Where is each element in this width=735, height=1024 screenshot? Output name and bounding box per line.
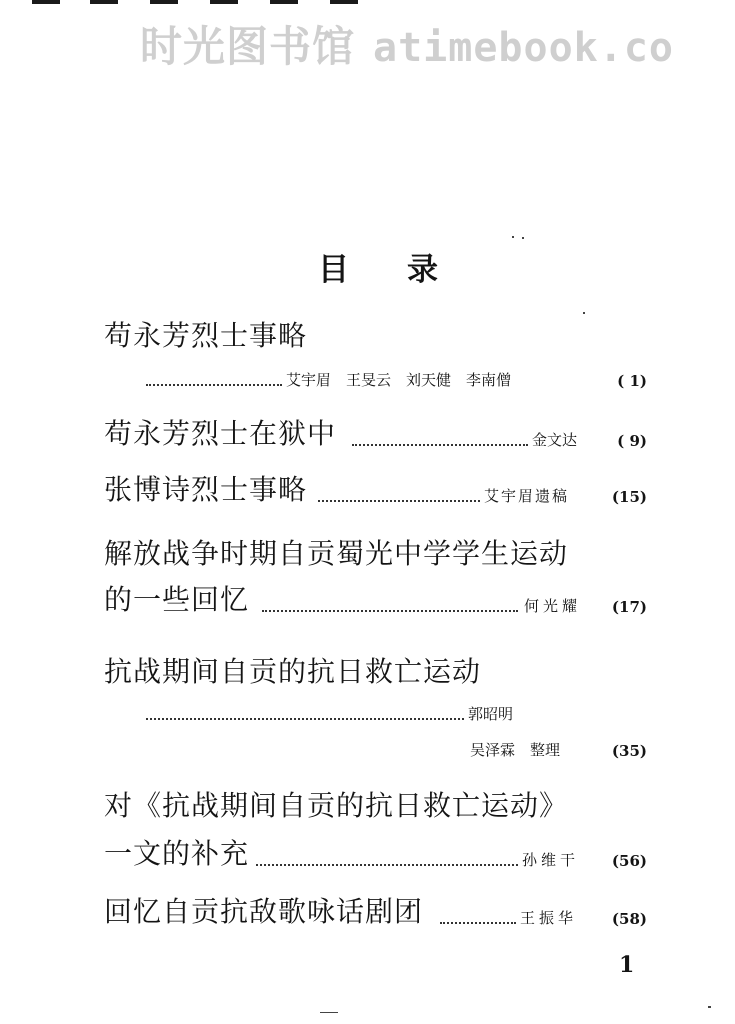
scan-speck	[320, 1012, 338, 1013]
toc-entry-7	[0, 895, 735, 930]
leader-dots	[146, 718, 464, 720]
leader-dots	[262, 610, 518, 612]
toc-entry-3-page: (15)	[611, 488, 647, 506]
toc-entry-3-authors: 艾宇眉遗稿	[484, 487, 570, 505]
toc-entry-4-title-line2: 的一些回忆	[104, 583, 250, 616]
toc-entry-1-page: ( 1)	[617, 372, 647, 390]
toc-entry-5-detail2	[0, 732, 735, 762]
toc-entry-7-authors: 王振华	[520, 909, 578, 927]
toc-entry-2-title: 苟永芳烈士在狱中	[104, 417, 337, 450]
scan-speck	[583, 312, 585, 314]
toc-entry-6-title-line1: 对《抗战期间自贡的抗日救亡运动》	[104, 789, 569, 822]
toc-entry-2	[0, 417, 735, 452]
scan-speck	[708, 1006, 711, 1008]
toc-entry-4-title-line1: 解放战争时期自贡蜀光中学学生运动	[104, 537, 569, 570]
toc-title: 目录	[318, 252, 496, 288]
watermark-chinese: 时光图书馆	[140, 22, 356, 71]
toc-entry-4	[0, 583, 735, 618]
toc-entry-3	[0, 473, 735, 508]
page-number: 1	[619, 952, 635, 978]
leader-dots	[352, 444, 528, 446]
leader-dots	[318, 500, 480, 502]
watermark	[140, 14, 674, 74]
toc-entry-1-title: 苟永芳烈士事略	[104, 319, 308, 352]
toc-entry-6-authors: 孙维干	[522, 851, 580, 869]
toc-entry-5-author2: 吴泽霖 整理	[470, 741, 561, 759]
toc-entry-1-detail	[0, 362, 735, 392]
leader-dots	[256, 864, 518, 866]
leader-dots	[440, 922, 516, 924]
leader-dots	[146, 384, 282, 386]
toc-entry-4-page: (17)	[611, 598, 647, 616]
toc-entry-5-title: 抗战期间自贡的抗日救亡运动	[104, 655, 482, 688]
toc-entry-5-author1: 郭昭明	[468, 705, 514, 723]
toc-entry-7-page: (58)	[611, 910, 647, 928]
toc-entry-7-title: 回忆自贡抗敌歌咏话剧团	[104, 895, 424, 928]
scan-speck	[522, 237, 524, 239]
toc-entry-2-authors: 金文达	[532, 431, 578, 449]
toc-entry-5-page: (35)	[611, 742, 647, 760]
scan-speck	[512, 236, 514, 238]
toc-entry-6-page: (56)	[611, 852, 647, 870]
top-edge-marks	[32, 0, 362, 6]
toc-entry-4-authors: 何光耀	[524, 597, 582, 615]
toc-entry-2-page: ( 9)	[617, 432, 647, 450]
toc-entry-6-title-line2: 一文的补充	[104, 837, 250, 870]
watermark-latin: atimebook.co	[373, 25, 674, 71]
toc-entry-5-detail	[0, 696, 735, 726]
toc-entry-3-title: 张博诗烈士事略	[104, 473, 308, 506]
toc-entry-1-authors: 艾宇眉 王旻云 刘天健 李南僧	[286, 371, 512, 389]
toc-entry-6	[0, 837, 735, 872]
